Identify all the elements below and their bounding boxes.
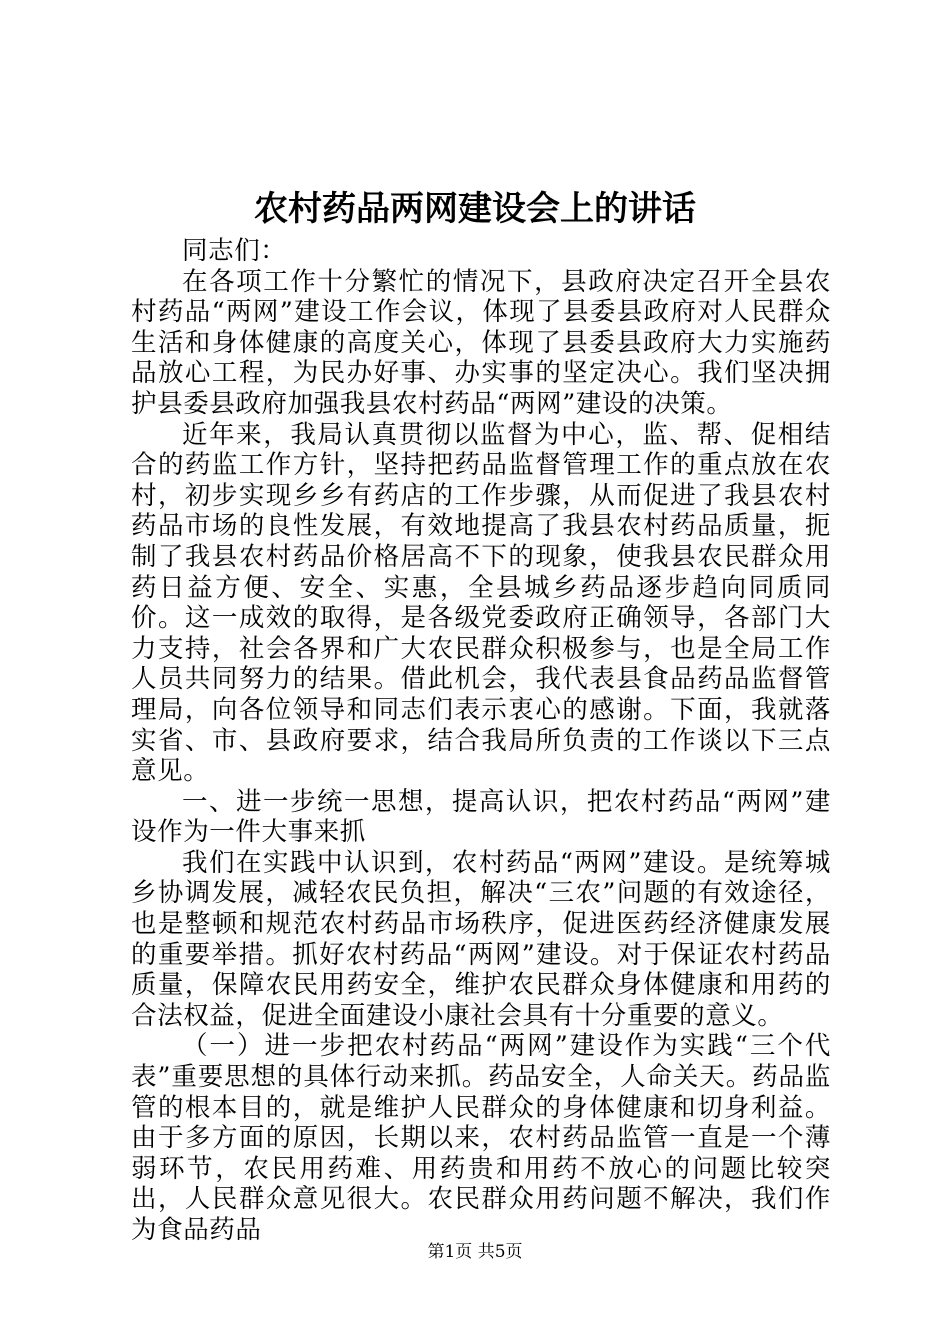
salutation-paragraph: 同志们： — [182, 236, 287, 266]
document-title: 农村药品两网建设会上的讲话 — [254, 189, 696, 229]
page-footer: 第1页 共5页 — [427, 1242, 523, 1262]
body-paragraph: 在各项工作十分繁忙的情况下，县政府决定召开全县农村药品“两网”建设工作会议，体现了县委县政府对人民群众生活和身体健康的高度关心，体现了县委县政府大力实施药品放心工程，为民办好事、办实事的坚定决心。我们坚决拥护县委县政府加强我县农村药品“两网”建设的决策。 — [131, 266, 831, 419]
body-paragraph: （一）进一步把农村药品“两网”建设作为实践“三个代表”重要思想的具体行动来抓。药品安全，人命关天。药品监管的根本目的，就是维护人民群众的身体健康和切身利益。由于多方面的原因，长期以来，农村药品监管一直是一个薄弱环节，农民用药难、用药贵和用药不放心的问题比较突出，人民群众意见很大。农民群众用药问题不解决，我们作为食品药品 — [131, 1031, 831, 1245]
document-body — [131, 236, 831, 1246]
body-paragraph: 近年来，我局认真贯彻以监督为中心，监、帮、促相结合的药监工作方针，坚持把药品监督管理工作的重点放在农村，初步实现乡乡有药店的工作步骤，从而促进了我县农村药品市场的良性发展，有效地提高了我县农村药品质量，扼制了我县农村药品价格居高不下的现象，使我县农民群众用药日益方便、安全、实惠，全县城乡药品逐步趋向同质同价。这一成效的取得，是各级党委政府正确领导，各部门大力支持，社会各界和广大农民群众积极参与，也是全局工作人员共同努力的结果。借此机会，我代表县食品药品监督管理局，向各位领导和同志们表示衷心的感谢。下面，我就落实省、市、县政府要求，结合我局所负责的工作谈以下三点意见。 — [131, 419, 831, 787]
body-paragraph: 我们在实践中认识到，农村药品“两网”建设。是统筹城乡协调发展，减轻农民负担，解决“三农”问题的有效途径，也是整顿和规范农村药品市场秩序，促进医药经济健康发展的重要举措。抓好农村药品“两网”建设。对于保证农村药品质量，保障农民用药安全，维护农民群众身体健康和用药的合法权益，促进全面建设小康社会具有十分重要的意义。 — [131, 847, 831, 1031]
section-heading: 一、进一步统一思想，提高认识，把农村药品“两网”建设作为一件大事来抓 — [131, 786, 831, 848]
